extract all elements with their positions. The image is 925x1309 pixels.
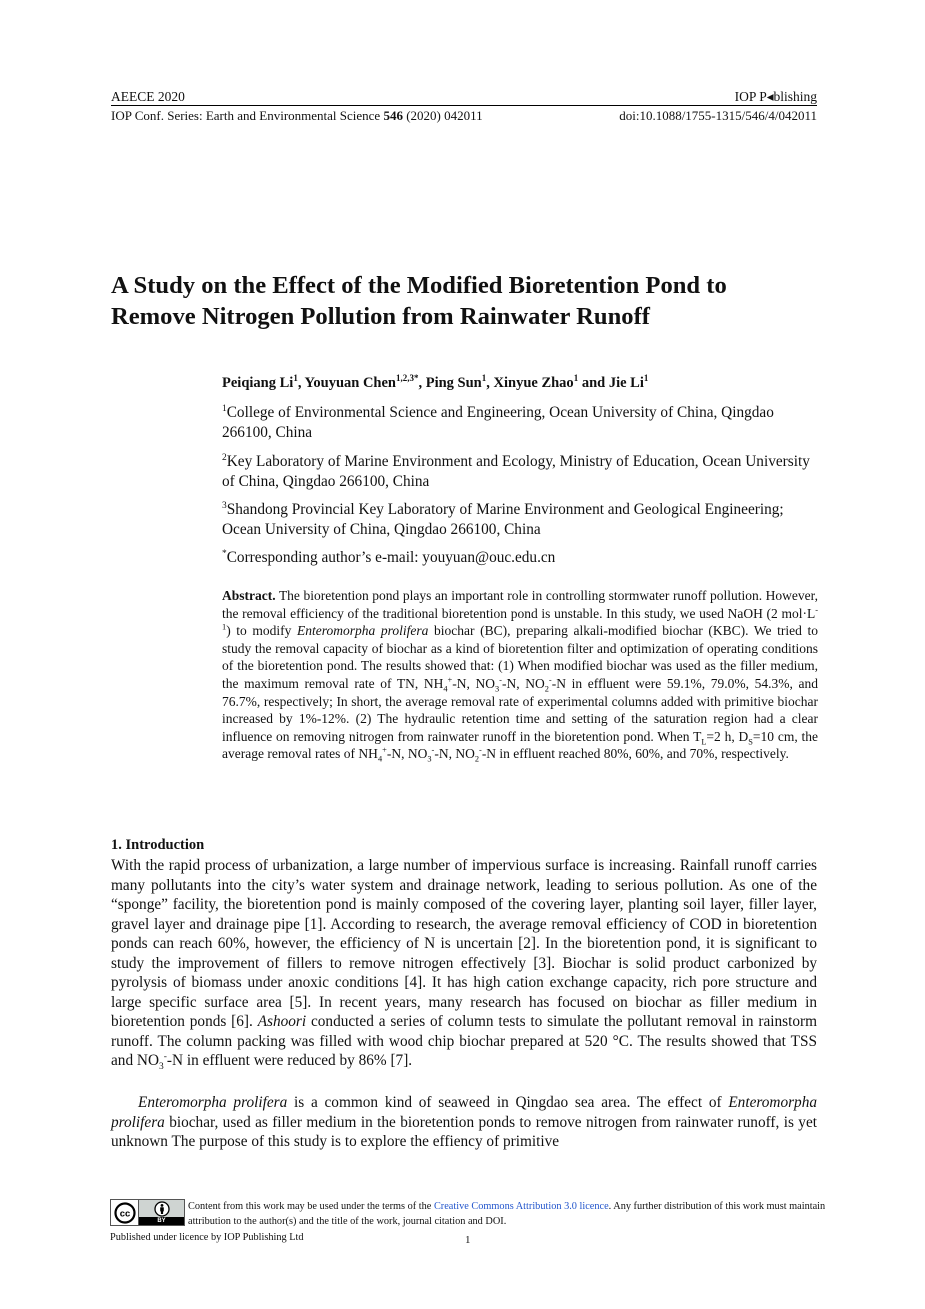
corresponding-author: *Corresponding author’s e-mail: youyuan@ouc.edu.cn	[222, 548, 556, 566]
cited-author: Ashoori	[257, 1013, 307, 1030]
doi[interactable]: doi:10.1088/1755-1315/546/4/042011	[619, 108, 817, 123]
page-number: 1	[465, 1234, 471, 1246]
publisher-notice: Published under licence by IOP Publishing Ltd	[110, 1232, 304, 1243]
svg-text:cc: cc	[119, 1208, 130, 1220]
volume-number: 546	[383, 108, 403, 123]
author-list: Peiqiang Li$^1$, Youyuan Chen$^{1,2,3*}$, Ping Sun$^1$, Xinyue Zhao$^1$ and Jie Li$^1$	[222, 373, 649, 391]
author: Jie Li	[608, 375, 644, 391]
section-heading: 1. Introduction	[111, 837, 205, 853]
publisher-name: IOP P◂blishing	[734, 89, 817, 104]
paper-title: A Study on the Effect of the Modified Bioretention Pond to Remove Nitrogen Pollution from Rainwater Runoff	[111, 272, 727, 330]
abstract: Abstract. The bioretention pond plays an important role in controlling stormwater runoff pollution. However, the removal efficiency of the traditional bioretention pond is unstable. In this study, we used NaOH (2 $mol\cdot L^{-1}$) to modify Enteromorpha prolifera biochar (BC), preparing alkali-modified biochar (KBC). We tried to study the removal capacity of biochar as a kind of bioretention filter and optimization of operating conditions of the bioretention pond. The results showed that: (1) When modified biochar was used as the filler medium, the maximum removal rate of TN, $NH_4^+-N$, $NO_3^--N$, $NO_2^--N$ in effluent were 59.1%, 79.0%, 54.3%, and 76.7%, respectively; In short, the average removal rate of experimental columns added with primitive biochar increased by 1%-12%. (2) The hydraulic retention time and setting of the saturation region had a clear influence on removing nitrogen from rainwater runoff in the bioretention pond. When $T_L=2$ h, $D_S=10$ cm, the average removal rates of $NH_4^+-N$, $NO_3^--N$, $NO_2^--N$ in effluent reached 80%, 60%, and 70%, respectively.	[222, 588, 819, 765]
body-paragraph: With the rapid process of urbanization, a large number of impervious surface is increasing. Rainfall runoff carries many pollutants into the city’s water system and drainage network, leading to serious pollution. As one of the “sponge” facility, the bioretention pond is mainly composed of the covering layer, planting soil layer, filler layer, gravel layer and drainage pipe [1]. According to research, the average removal efficiency of COD in bioretention ponds can reach 60%, however, the efficiency of N is uncertain [2]. In the bioretention pond, it is significant to study the improvement of fillers to remove nitrogen effectively [3]. Biochar is solid product carbonized by pyrolysis of biomass under anoxic conditions [4]. It has high cation exchange capacity, rich pore structure and large specific surface area [5]. In recent years, many research has focused on biochar as filler medium in bioretention ponds [6]. Ashoori conducted a series of column tests to simulate the pollutant removal in rainstorm runoff. The column packing was filled with wood chip biochar prepared at 520 °C. The results showed that TSS and $NO_3^--N$ in effluent were reduced by 86% [7].	[111, 857, 817, 1073]
affiliation: $^3$Shandong Provincial Key Laboratory of Marine Environment and Geological Engineering; Ocean University of China, Qingdao 266100, China	[222, 500, 784, 538]
author: Peiqiang Li	[222, 375, 294, 391]
license-notice: Content from this work may be used under the terms of the Creative Commons Attribution 3.0 licence. Any further distribution of this work must maintain attribution to the author(s) and the title of the work, journal citation and DOI.	[188, 1201, 826, 1227]
running-header	[111, 89, 817, 105]
header-rule	[111, 105, 817, 106]
species-name: Enteromorpha prolifera	[297, 623, 429, 639]
attribution-person-icon	[139, 1200, 184, 1217]
affiliation: $^1$College of Environmental Science and Engineering, Ocean University of China, Qingdao 266100, China	[222, 403, 774, 441]
species-name: Enteromorpha prolifera	[138, 1094, 288, 1111]
cc-icon	[111, 1200, 139, 1225]
author: Ping Sun	[425, 375, 482, 391]
author: Xinyue Zhao	[493, 375, 574, 391]
abstract-label: Abstract.	[222, 588, 276, 603]
species-name: Enteromorpha prolifera	[111, 1094, 817, 1131]
license-link[interactable]: Creative Commons Attribution 3.0 licence	[433, 1201, 609, 1212]
citation-line	[111, 108, 817, 124]
cc-by-label: BY	[139, 1217, 184, 1225]
series-citation: IOP Conf. Series: Earth and Environmental Science 546 (2020) 042011	[111, 108, 483, 123]
body-paragraph: Enteromorpha prolifera is a common kind of seaweed in Qingdao sea area. The effect of Enteromorpha prolifera biochar, used as filler medium in the bioretention ponds to remove nitrogen from rainwater runoff, is yet unknown The purpose of this study is to explore the effiency of primitive	[111, 1094, 817, 1150]
cc-by-license-badge[interactable]	[110, 1199, 185, 1226]
conference-name: AEECE 2020	[111, 89, 185, 104]
affiliation: $^2$Key Laboratory of Marine Environment and Ecology, Ministry of Education, Ocean University of China, Qingdao 266100, China	[222, 452, 810, 490]
author: Youyuan Chen	[304, 375, 396, 391]
